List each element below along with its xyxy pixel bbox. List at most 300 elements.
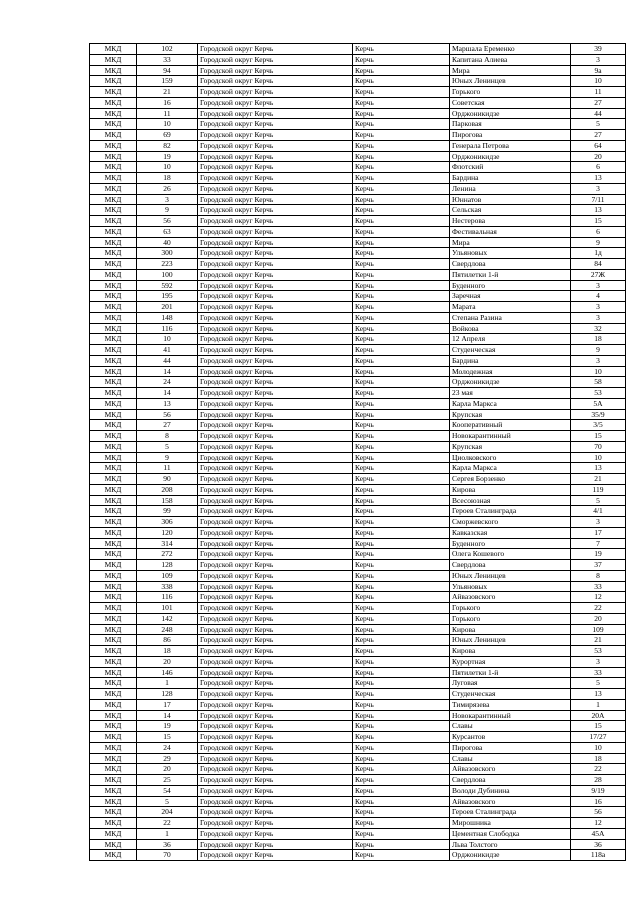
building-type-cell: МКД xyxy=(90,839,137,850)
street-cell: Всесоюзная xyxy=(450,495,571,506)
municipality-cell: Городской округ Керчь xyxy=(198,527,353,538)
table-row xyxy=(90,613,626,624)
city-cell: Керчь xyxy=(353,828,450,839)
count-cell: 90 xyxy=(137,474,198,485)
house-number-cell: 35/9 xyxy=(571,409,626,420)
count-cell: 82 xyxy=(137,140,198,151)
street-cell: Фестивальная xyxy=(450,226,571,237)
street-cell: Карла Маркса xyxy=(450,398,571,409)
street-cell: Нестерова xyxy=(450,216,571,227)
city-cell: Керчь xyxy=(353,699,450,710)
municipality-cell: Городской округ Керчь xyxy=(198,205,353,216)
street-cell: Кирова xyxy=(450,624,571,635)
municipality-cell: Городской округ Керчь xyxy=(198,237,353,248)
count-cell: 101 xyxy=(137,603,198,614)
municipality-cell: Городской округ Керчь xyxy=(198,495,353,506)
street-cell: Горького xyxy=(450,87,571,98)
table-row xyxy=(90,345,626,356)
building-type-cell: МКД xyxy=(90,226,137,237)
count-cell: 11 xyxy=(137,108,198,119)
municipality-cell: Городской округ Керчь xyxy=(198,732,353,743)
municipality-cell: Городской округ Керчь xyxy=(198,624,353,635)
house-number-cell: 22 xyxy=(571,603,626,614)
municipality-cell: Городской округ Керчь xyxy=(198,796,353,807)
table-row xyxy=(90,76,626,87)
count-cell: 116 xyxy=(137,592,198,603)
building-type-cell: МКД xyxy=(90,646,137,657)
municipality-cell: Городской округ Керчь xyxy=(198,474,353,485)
municipality-cell: Городской округ Керчь xyxy=(198,818,353,829)
table-row xyxy=(90,538,626,549)
city-cell: Керчь xyxy=(353,259,450,270)
street-cell: 12 Апреля xyxy=(450,334,571,345)
building-type-cell: МКД xyxy=(90,732,137,743)
building-type-cell: МКД xyxy=(90,560,137,571)
municipality-cell: Городской округ Керчь xyxy=(198,97,353,108)
city-cell: Керчь xyxy=(353,517,450,528)
table-row xyxy=(90,807,626,818)
house-number-cell: 58 xyxy=(571,377,626,388)
building-type-cell: МКД xyxy=(90,710,137,721)
municipality-cell: Городской округ Керчь xyxy=(198,194,353,205)
building-type-cell: МКД xyxy=(90,581,137,592)
house-number-cell: 11 xyxy=(571,87,626,98)
city-cell: Керчь xyxy=(353,183,450,194)
municipality-cell: Городской округ Керчь xyxy=(198,560,353,571)
table-row xyxy=(90,323,626,334)
table-row xyxy=(90,850,626,861)
count-cell: 1 xyxy=(137,678,198,689)
count-cell: 17 xyxy=(137,699,198,710)
house-number-cell: 53 xyxy=(571,646,626,657)
house-number-cell: 20 xyxy=(571,613,626,624)
count-cell: 56 xyxy=(137,409,198,420)
municipality-cell: Городской округ Керчь xyxy=(198,549,353,560)
table-row xyxy=(90,312,626,323)
count-cell: 9 xyxy=(137,205,198,216)
city-cell: Керчь xyxy=(353,581,450,592)
table-row xyxy=(90,183,626,194)
building-type-cell: МКД xyxy=(90,431,137,442)
table-row xyxy=(90,216,626,227)
street-cell: Ульяновых xyxy=(450,248,571,259)
street-cell: Бардина xyxy=(450,173,571,184)
house-number-cell: 6 xyxy=(571,226,626,237)
count-cell: 128 xyxy=(137,689,198,700)
house-number-cell: 3 xyxy=(571,656,626,667)
street-cell: Горького xyxy=(450,603,571,614)
city-cell: Керчь xyxy=(353,130,450,141)
table-row xyxy=(90,269,626,280)
house-number-cell: 15 xyxy=(571,721,626,732)
house-number-cell: 27 xyxy=(571,97,626,108)
table-body xyxy=(90,44,626,861)
table-row xyxy=(90,775,626,786)
building-type-cell: МКД xyxy=(90,76,137,87)
table-row xyxy=(90,226,626,237)
building-type-cell: МКД xyxy=(90,678,137,689)
count-cell: 10 xyxy=(137,162,198,173)
count-cell: 8 xyxy=(137,431,198,442)
building-type-cell: МКД xyxy=(90,291,137,302)
count-cell: 27 xyxy=(137,420,198,431)
table-row xyxy=(90,388,626,399)
municipality-cell: Городской округ Керчь xyxy=(198,162,353,173)
city-cell: Керчь xyxy=(353,65,450,76)
municipality-cell: Городской округ Керчь xyxy=(198,678,353,689)
table-row xyxy=(90,205,626,216)
table-row xyxy=(90,818,626,829)
house-number-cell: 3 xyxy=(571,302,626,313)
municipality-cell: Городской округ Керчь xyxy=(198,334,353,345)
city-cell: Керчь xyxy=(353,635,450,646)
city-cell: Керчь xyxy=(353,398,450,409)
building-type-cell: МКД xyxy=(90,162,137,173)
street-cell: Сергея Борзенко xyxy=(450,474,571,485)
house-number-cell: 44 xyxy=(571,108,626,119)
city-cell: Керчь xyxy=(353,302,450,313)
municipality-cell: Городской округ Керчь xyxy=(198,108,353,119)
municipality-cell: Городской округ Керчь xyxy=(198,130,353,141)
house-number-cell: 20 xyxy=(571,151,626,162)
table-row xyxy=(90,237,626,248)
municipality-cell: Городской округ Керчь xyxy=(198,312,353,323)
city-cell: Керчь xyxy=(353,226,450,237)
city-cell: Керчь xyxy=(353,667,450,678)
city-cell: Керчь xyxy=(353,775,450,786)
house-number-cell: 21 xyxy=(571,474,626,485)
building-type-cell: МКД xyxy=(90,775,137,786)
street-cell: Славы xyxy=(450,753,571,764)
table-row xyxy=(90,796,626,807)
house-number-cell: 56 xyxy=(571,807,626,818)
table-row xyxy=(90,173,626,184)
house-number-cell: 7/11 xyxy=(571,194,626,205)
count-cell: 20 xyxy=(137,764,198,775)
house-number-cell: 3 xyxy=(571,280,626,291)
housing-register-table xyxy=(89,43,626,861)
count-cell: 22 xyxy=(137,818,198,829)
street-cell: Генерала Петрова xyxy=(450,140,571,151)
house-number-cell: 8 xyxy=(571,570,626,581)
count-cell: 148 xyxy=(137,312,198,323)
table-row xyxy=(90,452,626,463)
building-type-cell: МКД xyxy=(90,345,137,356)
street-cell: Володи Дубинина xyxy=(450,785,571,796)
municipality-cell: Городской округ Керчь xyxy=(198,259,353,270)
count-cell: 16 xyxy=(137,97,198,108)
house-number-cell: 3 xyxy=(571,517,626,528)
building-type-cell: МКД xyxy=(90,785,137,796)
street-cell: Славы xyxy=(450,721,571,732)
building-type-cell: МКД xyxy=(90,108,137,119)
city-cell: Керчь xyxy=(353,355,450,366)
building-type-cell: МКД xyxy=(90,635,137,646)
building-type-cell: МКД xyxy=(90,549,137,560)
house-number-cell: 19 xyxy=(571,549,626,560)
table-row xyxy=(90,97,626,108)
count-cell: 41 xyxy=(137,345,198,356)
count-cell: 20 xyxy=(137,656,198,667)
count-cell: 54 xyxy=(137,785,198,796)
building-type-cell: МКД xyxy=(90,183,137,194)
municipality-cell: Городской округ Керчь xyxy=(198,753,353,764)
count-cell: 26 xyxy=(137,183,198,194)
city-cell: Керчь xyxy=(353,44,450,55)
city-cell: Керчь xyxy=(353,452,450,463)
table-row xyxy=(90,44,626,55)
building-type-cell: МКД xyxy=(90,54,137,65)
city-cell: Керчь xyxy=(353,732,450,743)
city-cell: Керчь xyxy=(353,248,450,259)
table-row xyxy=(90,839,626,850)
house-number-cell: 3 xyxy=(571,312,626,323)
street-cell: Курортная xyxy=(450,656,571,667)
building-type-cell: МКД xyxy=(90,237,137,248)
city-cell: Керчь xyxy=(353,592,450,603)
count-cell: 1 xyxy=(137,828,198,839)
street-cell: Юных Ленинцев xyxy=(450,635,571,646)
count-cell: 86 xyxy=(137,635,198,646)
municipality-cell: Городской округ Керчь xyxy=(198,721,353,732)
street-cell: Кооперативный xyxy=(450,420,571,431)
table-row xyxy=(90,603,626,614)
municipality-cell: Городской округ Керчь xyxy=(198,538,353,549)
city-cell: Керчь xyxy=(353,119,450,130)
municipality-cell: Городской округ Керчь xyxy=(198,119,353,130)
house-number-cell: 28 xyxy=(571,775,626,786)
street-cell: Сморжевского xyxy=(450,517,571,528)
street-cell: Курсантов xyxy=(450,732,571,743)
house-number-cell: 18 xyxy=(571,753,626,764)
building-type-cell: МКД xyxy=(90,65,137,76)
municipality-cell: Городской округ Керчь xyxy=(198,248,353,259)
count-cell: 9 xyxy=(137,452,198,463)
count-cell: 5 xyxy=(137,441,198,452)
house-number-cell: 20А xyxy=(571,710,626,721)
street-cell: Ленина xyxy=(450,183,571,194)
city-cell: Керчь xyxy=(353,785,450,796)
building-type-cell: МКД xyxy=(90,312,137,323)
city-cell: Керчь xyxy=(353,474,450,485)
house-number-cell: 37 xyxy=(571,560,626,571)
city-cell: Керчь xyxy=(353,753,450,764)
count-cell: 10 xyxy=(137,334,198,345)
table-row xyxy=(90,108,626,119)
house-number-cell: 39 xyxy=(571,44,626,55)
building-type-cell: МКД xyxy=(90,44,137,55)
house-number-cell: 5 xyxy=(571,119,626,130)
count-cell: 44 xyxy=(137,355,198,366)
house-number-cell: 13 xyxy=(571,689,626,700)
table-row xyxy=(90,506,626,517)
street-cell: Маршала Еременко xyxy=(450,44,571,55)
city-cell: Керчь xyxy=(353,269,450,280)
house-number-cell: 3 xyxy=(571,183,626,194)
count-cell: 19 xyxy=(137,151,198,162)
street-cell: Юных Ленинцев xyxy=(450,570,571,581)
building-type-cell: МКД xyxy=(90,613,137,624)
count-cell: 201 xyxy=(137,302,198,313)
street-cell: Юннатов xyxy=(450,194,571,205)
count-cell: 314 xyxy=(137,538,198,549)
house-number-cell: 119 xyxy=(571,484,626,495)
street-cell: Тимирязева xyxy=(450,699,571,710)
count-cell: 29 xyxy=(137,753,198,764)
house-number-cell: 22 xyxy=(571,764,626,775)
city-cell: Керчь xyxy=(353,721,450,732)
table-row xyxy=(90,710,626,721)
building-type-cell: МКД xyxy=(90,398,137,409)
street-cell: Орджоникидзе xyxy=(450,850,571,861)
city-cell: Керчь xyxy=(353,613,450,624)
table-row xyxy=(90,291,626,302)
count-cell: 248 xyxy=(137,624,198,635)
table-row xyxy=(90,785,626,796)
city-cell: Керчь xyxy=(353,624,450,635)
count-cell: 63 xyxy=(137,226,198,237)
count-cell: 13 xyxy=(137,398,198,409)
house-number-cell: 10 xyxy=(571,742,626,753)
city-cell: Керчь xyxy=(353,549,450,560)
city-cell: Керчь xyxy=(353,312,450,323)
municipality-cell: Городской округ Керчь xyxy=(198,173,353,184)
building-type-cell: МКД xyxy=(90,302,137,313)
municipality-cell: Городской округ Керчь xyxy=(198,44,353,55)
count-cell: 40 xyxy=(137,237,198,248)
street-cell: Циолковского xyxy=(450,452,571,463)
table-row xyxy=(90,742,626,753)
city-cell: Керчь xyxy=(353,409,450,420)
municipality-cell: Городской округ Керчь xyxy=(198,603,353,614)
city-cell: Керчь xyxy=(353,646,450,657)
table-row xyxy=(90,699,626,710)
building-type-cell: МКД xyxy=(90,130,137,141)
table-row xyxy=(90,527,626,538)
city-cell: Керчь xyxy=(353,441,450,452)
city-cell: Керчь xyxy=(353,345,450,356)
city-cell: Керчь xyxy=(353,291,450,302)
street-cell: Луговая xyxy=(450,678,571,689)
count-cell: 99 xyxy=(137,506,198,517)
municipality-cell: Городской округ Керчь xyxy=(198,441,353,452)
house-number-cell: 6 xyxy=(571,162,626,173)
count-cell: 33 xyxy=(137,54,198,65)
municipality-cell: Городской округ Керчь xyxy=(198,87,353,98)
municipality-cell: Городской округ Керчь xyxy=(198,355,353,366)
building-type-cell: МКД xyxy=(90,97,137,108)
house-number-cell: 1д xyxy=(571,248,626,259)
table-row xyxy=(90,162,626,173)
table-row xyxy=(90,302,626,313)
count-cell: 18 xyxy=(137,646,198,657)
table-row xyxy=(90,130,626,141)
street-cell: Орджоникидзе xyxy=(450,151,571,162)
city-cell: Керчь xyxy=(353,323,450,334)
city-cell: Керчь xyxy=(353,678,450,689)
building-type-cell: МКД xyxy=(90,388,137,399)
street-cell: Молодежная xyxy=(450,366,571,377)
street-cell: Мира xyxy=(450,65,571,76)
municipality-cell: Городской округ Керчь xyxy=(198,409,353,420)
municipality-cell: Городской округ Керчь xyxy=(198,76,353,87)
municipality-cell: Городской округ Керчь xyxy=(198,140,353,151)
table-row xyxy=(90,484,626,495)
house-number-cell: 17/27 xyxy=(571,732,626,743)
house-number-cell: 118а xyxy=(571,850,626,861)
municipality-cell: Городской округ Керчь xyxy=(198,775,353,786)
table-row xyxy=(90,656,626,667)
count-cell: 11 xyxy=(137,463,198,474)
street-cell: Парковая xyxy=(450,119,571,130)
city-cell: Керчь xyxy=(353,527,450,538)
house-number-cell: 27 xyxy=(571,130,626,141)
building-type-cell: МКД xyxy=(90,355,137,366)
municipality-cell: Городской округ Керчь xyxy=(198,689,353,700)
city-cell: Керчь xyxy=(353,162,450,173)
street-cell: Марата xyxy=(450,302,571,313)
street-cell: Крупская xyxy=(450,441,571,452)
table-row xyxy=(90,280,626,291)
municipality-cell: Городской округ Керчь xyxy=(198,65,353,76)
house-number-cell: 12 xyxy=(571,592,626,603)
house-number-cell: 9а xyxy=(571,65,626,76)
count-cell: 36 xyxy=(137,839,198,850)
table-row xyxy=(90,667,626,678)
count-cell: 146 xyxy=(137,667,198,678)
city-cell: Керчь xyxy=(353,420,450,431)
building-type-cell: МКД xyxy=(90,151,137,162)
city-cell: Керчь xyxy=(353,366,450,377)
municipality-cell: Городской округ Керчь xyxy=(198,398,353,409)
house-number-cell: 32 xyxy=(571,323,626,334)
building-type-cell: МКД xyxy=(90,194,137,205)
street-cell: Флотский xyxy=(450,162,571,173)
municipality-cell: Городской округ Керчь xyxy=(198,377,353,388)
table-row xyxy=(90,646,626,657)
building-type-cell: МКД xyxy=(90,538,137,549)
building-type-cell: МКД xyxy=(90,474,137,485)
count-cell: 223 xyxy=(137,259,198,270)
table-row xyxy=(90,678,626,689)
municipality-cell: Городской округ Керчь xyxy=(198,667,353,678)
house-number-cell: 33 xyxy=(571,581,626,592)
house-number-cell: 9/19 xyxy=(571,785,626,796)
street-cell: Советская xyxy=(450,97,571,108)
house-number-cell: 15 xyxy=(571,431,626,442)
municipality-cell: Городской округ Керчь xyxy=(198,452,353,463)
municipality-cell: Городской округ Керчь xyxy=(198,345,353,356)
count-cell: 24 xyxy=(137,377,198,388)
house-number-cell: 64 xyxy=(571,140,626,151)
table-row xyxy=(90,732,626,743)
table-row xyxy=(90,431,626,442)
building-type-cell: МКД xyxy=(90,173,137,184)
city-cell: Керчь xyxy=(353,205,450,216)
count-cell: 592 xyxy=(137,280,198,291)
street-cell: Войкова xyxy=(450,323,571,334)
count-cell: 120 xyxy=(137,527,198,538)
count-cell: 3 xyxy=(137,194,198,205)
house-number-cell: 13 xyxy=(571,173,626,184)
municipality-cell: Городской округ Керчь xyxy=(198,302,353,313)
building-type-cell: МКД xyxy=(90,527,137,538)
house-number-cell: 13 xyxy=(571,463,626,474)
municipality-cell: Городской округ Керчь xyxy=(198,742,353,753)
house-number-cell: 18 xyxy=(571,334,626,345)
street-cell: Юных Ленинцев xyxy=(450,76,571,87)
street-cell: Кирова xyxy=(450,646,571,657)
